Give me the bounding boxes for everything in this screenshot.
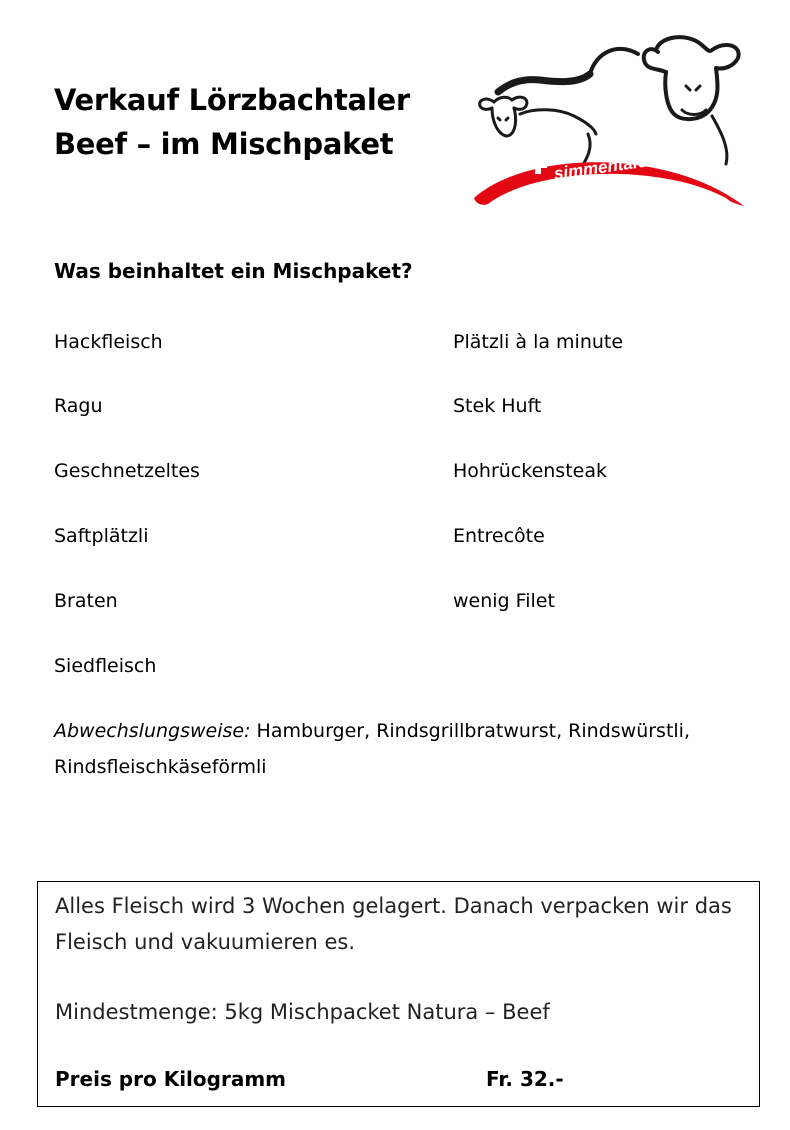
title-line-1: Verkauf Lörzbachtaler: [54, 83, 410, 117]
info-box: [37, 881, 760, 1107]
list-item: Siedfleisch: [54, 655, 157, 677]
price-label: Preis pro Kilogramm: [55, 1067, 286, 1091]
extras-text: Hamburger, Rindsgrillbratwurst, Rindswürstli, Rindsfleischkäseförmli: [54, 720, 690, 778]
list-item: Stek Huft: [453, 395, 542, 417]
list-item: Hackfleisch: [54, 331, 163, 353]
simmentaler-logo: [468, 30, 748, 212]
extras-note: [54, 713, 754, 785]
contents-heading: Was beinhaltet ein Mischpaket?: [54, 259, 413, 283]
price-value: Fr. 32.-: [486, 1067, 564, 1091]
page-title: [54, 78, 454, 166]
list-item: Plätzli à la minute: [453, 331, 624, 353]
list-item: Braten: [54, 590, 118, 612]
list-item: Geschnetzeltes: [54, 460, 200, 482]
list-item: Hohrückensteak: [453, 460, 607, 482]
minimum-text: Mindestmenge: 5kg Mischpacket Natura – Beef: [55, 1000, 550, 1024]
extras-lead: Abwechslungsweise:: [54, 720, 251, 742]
list-item: Ragu: [54, 395, 103, 417]
storage-text: Alles Fleisch wird 3 Wochen gelagert. Danach verpacken wir das Fleisch und vakuumieren es.: [55, 894, 732, 954]
list-item: Entrecôte: [453, 525, 545, 547]
list-item: Saftplätzli: [54, 525, 149, 547]
title-line-2: Beef – im Mischpaket: [54, 127, 394, 161]
list-item: wenig Filet: [453, 590, 555, 612]
logo-text: simmentaler.ch: [552, 147, 678, 184]
